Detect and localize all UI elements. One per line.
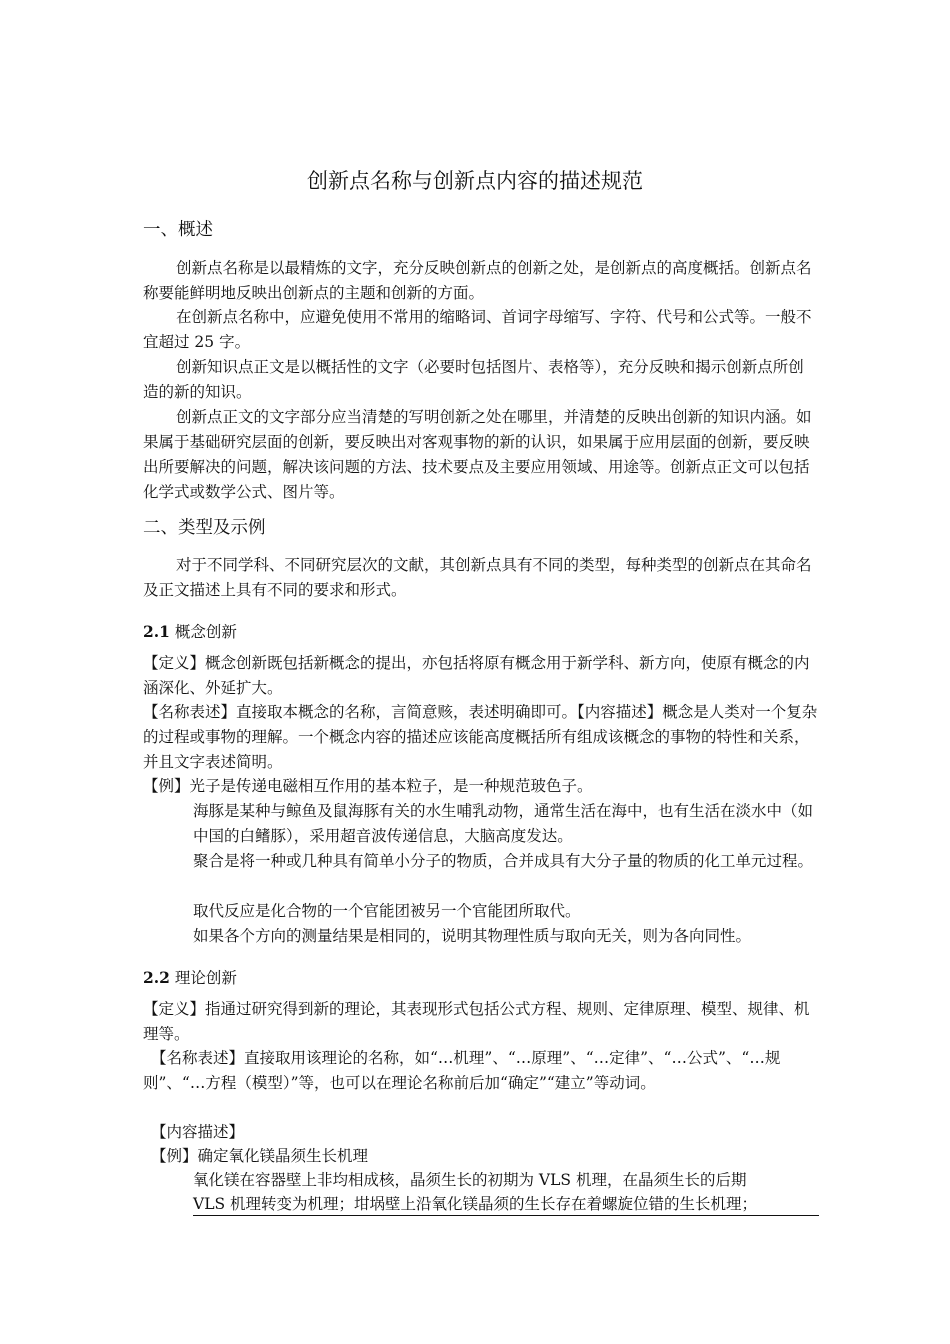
example-item: 取代反应是化合物的一个官能团被另一个官能团所取代。 bbox=[193, 902, 581, 920]
section-heading-overview: 一、概述 bbox=[143, 220, 213, 240]
naming-text: 【名称表述】直接取本概念的名称，言简意赅，表述明确即可。【内容描述】概念是人类对一个复杂的过程或事物的理解。一个概念内容的描述应该能高度概括所有组成该概念的事物的特性和关系，并且文字表述简明。 bbox=[143, 703, 818, 771]
definition-text: 【定义】概念创新既包括新概念的提出，亦包括将原有概念用于新学科、新方向，使原有概念的内涵深化、外延扩大。 bbox=[143, 654, 810, 697]
paragraph: 创新点正文的文字部分应当清楚的写明创新之处在哪里，并清楚的反映出创新的知识内涵。如果属于基础研究层面的创新，要反映出对客观事物的新的认识，如果属于应用层面的创新，要反映出所要解决的问题，解决该问题的方法、技术要点及主要应用领域、用途等。创新点正文可以包括化学式或数学公式、图片等。 bbox=[143, 408, 812, 501]
paragraph: 对于不同学科、不同研究层次的文献，其创新点具有不同的类型，每种类型的创新点在其命名及正文描述上具有不同的要求和形式。 bbox=[143, 556, 812, 599]
subsection-name: 理论创新 bbox=[174, 969, 237, 987]
example-label: 【例】光子是传递电磁相互作用的基本粒子，是一种规范玻色子。 bbox=[143, 777, 593, 795]
subsection-number: 2.2 bbox=[143, 968, 170, 987]
section-heading-types: 二、类型及示例 bbox=[143, 518, 266, 538]
definition-text: 【定义】指通过研究得到新的理论，其表现形式包括公式方程、规则、定律原理、模型、规律、机理等。 bbox=[143, 1000, 810, 1043]
subsection-heading-theory bbox=[143, 966, 237, 990]
example-label: 【例】确定氧化镁晶须生长机理 bbox=[151, 1147, 369, 1165]
example-line: VLS 机理转变为机理；坩埚壁上沿氧化镁晶须的生长存在着螺旋位错的生长机理； bbox=[193, 1195, 758, 1213]
paragraph: 在创新点名称中，应避免使用不常用的缩略词、首词字母缩写、字符、代号和公式等。一般不宜超过 25 字。 bbox=[143, 308, 812, 351]
content-label: 【内容描述】 bbox=[151, 1123, 245, 1141]
naming-text: 【名称表述】直接取用该理论的名称，如“…机理”、“…原理”、“…定律”、“…公式”、“…规则”、“…方程（模型）”等，也可以在理论名称前后加“确定”“建立”等动词。 bbox=[143, 1049, 781, 1092]
example-item: 聚合是将一种或几种具有简单小分子的物质，合并成具有大分子量的物质的化工单元过程。 bbox=[193, 852, 814, 870]
example-item: 海豚是某种与鲸鱼及鼠海豚有关的水生哺乳动物，通常生活在海中，也有生活在淡水中（如中国的白鳍豚），采用超音波传递信息，大脑高度发达。 bbox=[193, 802, 814, 845]
paragraph: 创新点名称是以最精炼的文字，充分反映创新点的创新之处，是创新点的高度概括。创新点名称要能鲜明地反映出创新点的主题和创新的方面。 bbox=[143, 259, 812, 302]
paragraph: 创新知识点正文是以概括性的文字（必要时包括图片、表格等），充分反映和揭示创新点所创造的新的知识。 bbox=[143, 358, 804, 401]
subsection-heading-concept bbox=[143, 620, 237, 644]
document-title: 创新点名称与创新点内容的描述规范 bbox=[307, 169, 643, 193]
subsection-name: 概念创新 bbox=[174, 623, 237, 641]
subsection-number: 2.1 bbox=[143, 622, 170, 641]
example-line: 氧化镁在容器壁上非均相成核，晶须生长的初期为 VLS 机理，在晶须生长的后期 bbox=[193, 1171, 747, 1189]
example-item: 如果各个方向的测量结果是相同的，说明其物理性质与取向无关，则为各向同性。 bbox=[193, 927, 752, 945]
text-underline bbox=[193, 1215, 819, 1216]
